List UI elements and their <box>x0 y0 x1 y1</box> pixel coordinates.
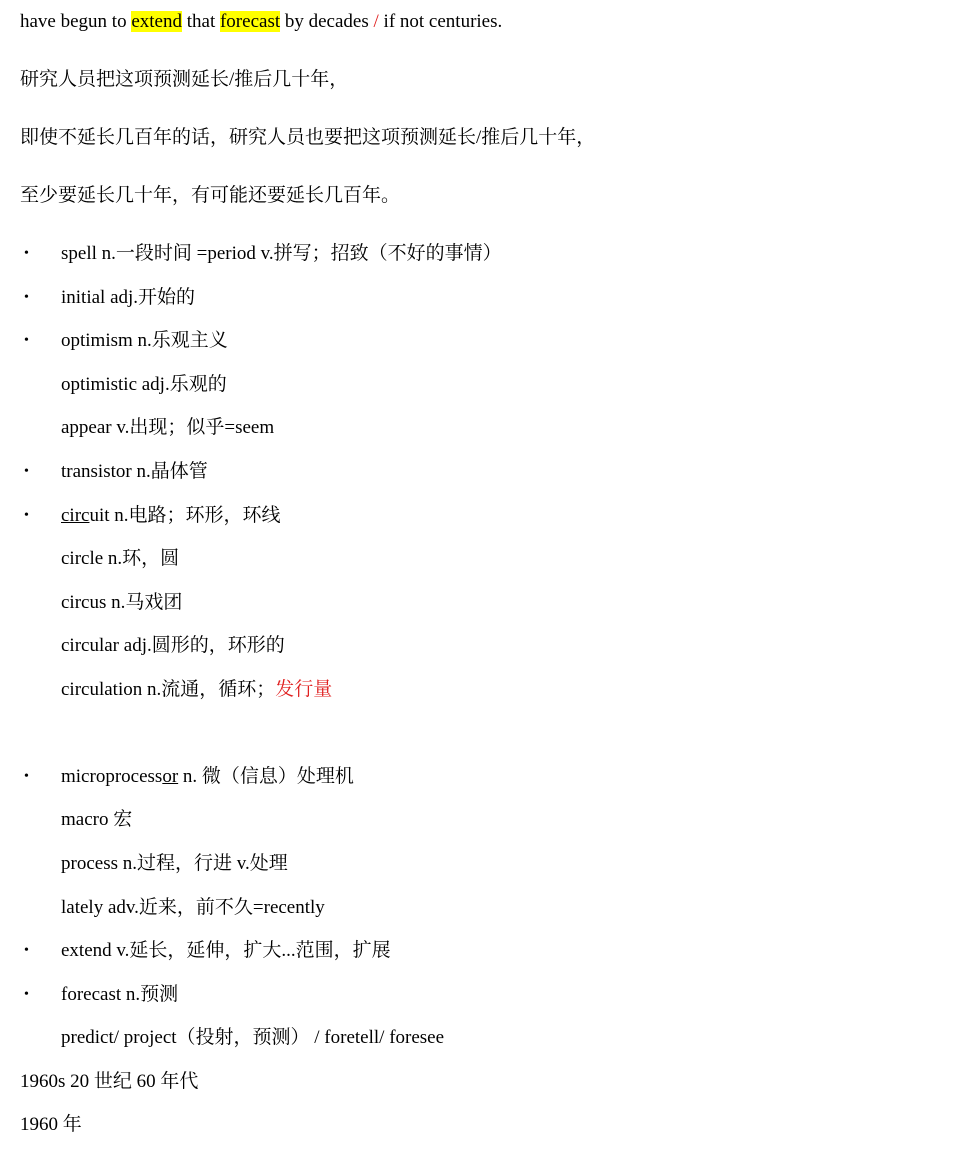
vocab-initial: initial adj.开始的 <box>61 287 196 308</box>
vocab-lately: lately adv.近来，前不久=recently <box>61 897 325 918</box>
translation-2: 即使不延长几百年的话，研究人员也要把这项预测延长/推后几十年， <box>20 127 596 148</box>
vocab-microprocessor <box>61 765 354 789</box>
vocab-text: uit n.电路；环形，环线 <box>89 505 281 526</box>
vocab-text: microprocess <box>61 766 163 787</box>
vocab-forecast: forecast n.预测 <box>61 984 179 1005</box>
footer-line-2: 1960 年 <box>20 1114 82 1135</box>
footer-line-1: 1960s 20 世纪 60 年代 <box>20 1071 199 1092</box>
vocab-optimism: optimism n.乐观主义 <box>61 330 228 351</box>
highlight-extend: extend <box>131 11 182 32</box>
red-slash: / <box>373 11 379 32</box>
underlined-root: circ <box>61 505 90 526</box>
vocab-extend: extend v.延长，延伸，扩大...范围，扩展 <box>61 940 391 961</box>
bullet-icon: • <box>24 464 29 479</box>
sentence-text: that <box>181 11 220 32</box>
bullet-icon: • <box>24 769 29 784</box>
vocab-circular: circular adj.圆形的，环形的 <box>61 635 285 656</box>
vocab-appear: appear v.出现；似乎=seem <box>61 417 275 438</box>
vocab-predict: predict/ project（投射，预测） / foretell/ foresee <box>61 1027 445 1048</box>
vocab-spell: spell n.一段时间 =period v.拼写；招致（不好的事情） <box>61 243 502 264</box>
translation-1: 研究人员把这项预测延长/推后几十年， <box>20 69 349 90</box>
translation-3: 至少要延长几十年，有可能还要延长几百年。 <box>20 185 401 206</box>
bullet-icon: • <box>24 246 29 261</box>
vocab-process: process n.过程，行进 v.处理 <box>61 853 288 874</box>
bullet-icon: • <box>24 333 29 348</box>
vocab-circulation <box>61 678 332 702</box>
vocab-text: circulation n.流通，循环； <box>61 679 276 700</box>
underlined-suffix: or <box>162 766 179 787</box>
vocab-text: n. 微（信息）处理机 <box>178 766 354 787</box>
bullet-icon: • <box>24 943 29 958</box>
vocab-macro: macro 宏 <box>61 809 133 830</box>
highlight-forecast: forecast <box>219 11 281 32</box>
sentence-text: by decades <box>280 11 374 32</box>
bullet-icon: • <box>24 508 29 523</box>
vocab-circle: circle n.环，圆 <box>61 548 180 569</box>
red-meaning: 发行量 <box>275 679 333 700</box>
vocab-circuit <box>61 504 281 528</box>
vocab-circus: circus n.马戏团 <box>61 592 183 613</box>
sentence-text: have begun to <box>20 11 132 32</box>
vocab-optimistic: optimistic adj.乐观的 <box>61 374 227 395</box>
english-sentence <box>20 10 502 34</box>
vocab-transistor: transistor n.晶体管 <box>61 461 208 482</box>
bullet-icon: • <box>24 290 29 305</box>
bullet-icon: • <box>24 987 29 1002</box>
sentence-text: if not centuries. <box>378 11 503 32</box>
